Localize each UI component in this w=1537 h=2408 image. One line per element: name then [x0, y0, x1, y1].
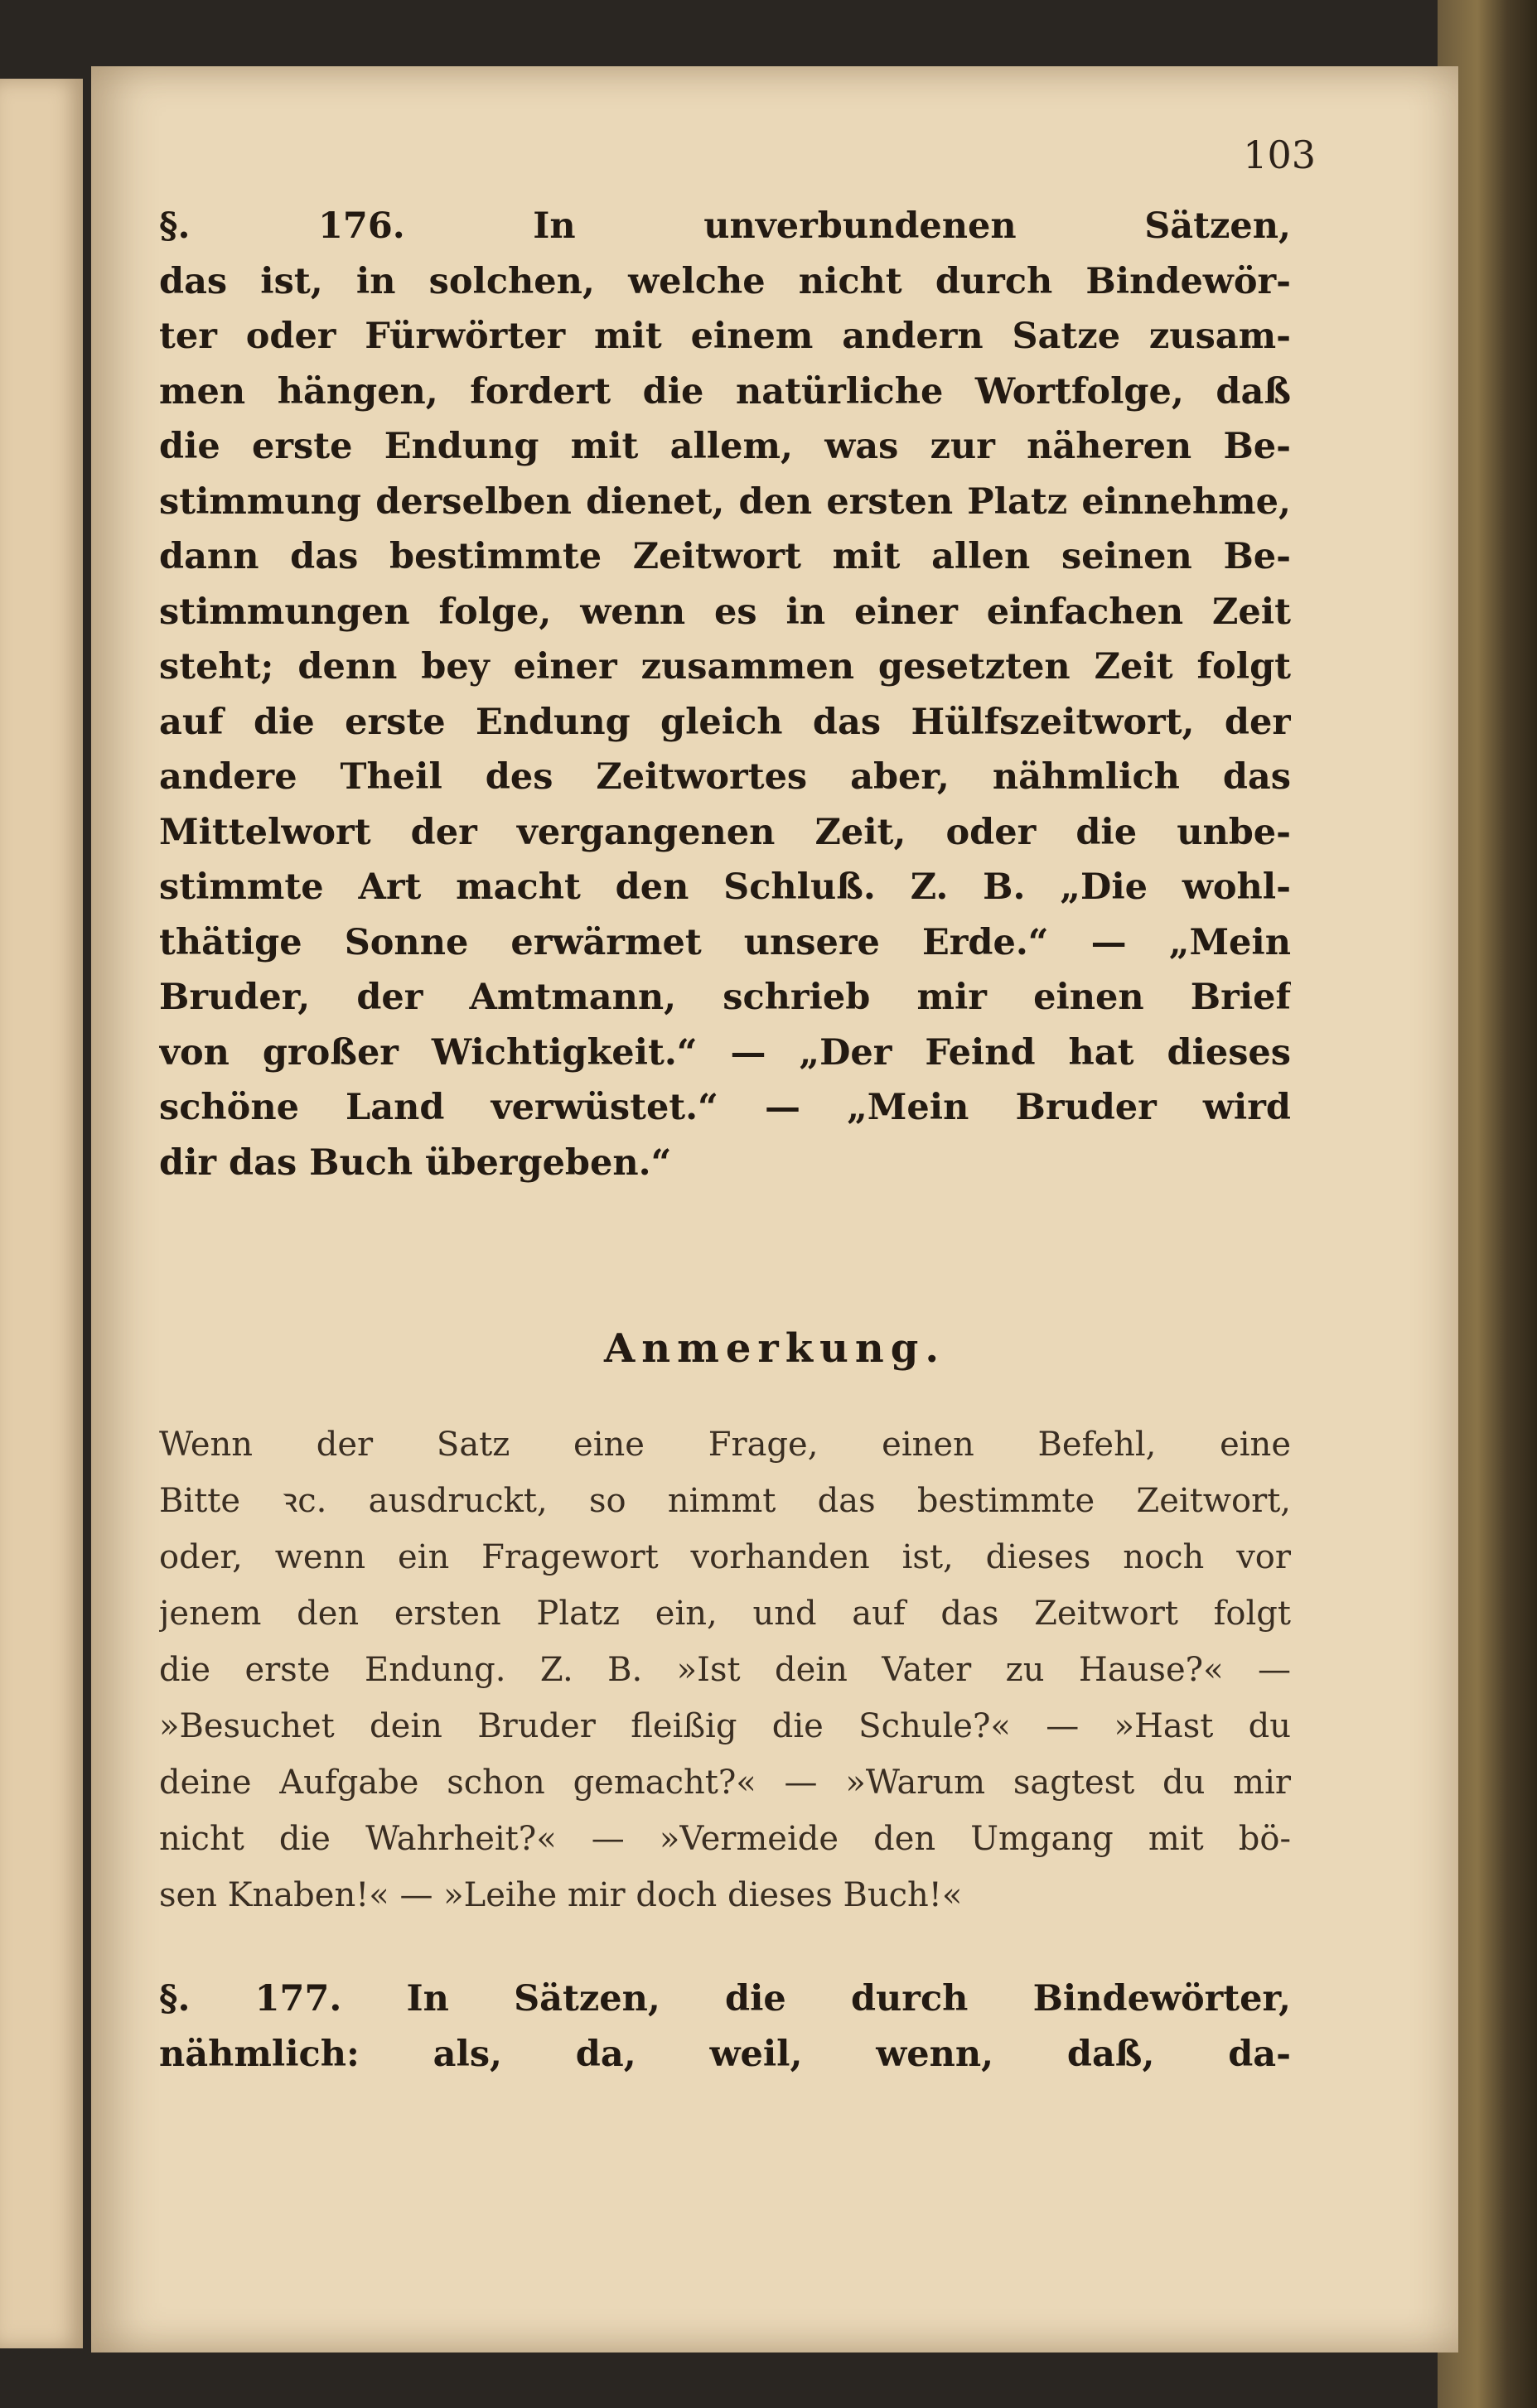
text-line: schöne Land verwüstet.“ — „Mein Bruder wird — [159, 1087, 1291, 1128]
note-line: die erste Endung. Z. B. »Ist dein Vater zu Hause?« — — [159, 1651, 1291, 1689]
text-line: ter oder Fürwörter mit einem andern Satze zusam- — [159, 316, 1291, 357]
text-line: die erste Endung mit allem, was zur näheren Be- — [159, 426, 1291, 467]
text-line: von großer Wichtigkeit.“ — „Der Feind hat dieses — [159, 1031, 1291, 1074]
note-line: deine Aufgabe schon gemacht?« — »Warum sagtest du mir — [159, 1764, 1291, 1802]
note-body — [159, 1416, 1291, 1923]
section-177 — [159, 1971, 1291, 2082]
note-heading: Anmerkung. — [603, 1325, 946, 1372]
note-line: oder, wenn ein Fragewort vorhanden ist, dieses noch vor — [159, 1538, 1291, 1576]
text-line: Bruder, der Amtmann, schrieb mir einen Brief — [159, 977, 1291, 1018]
text-line: thätige Sonne erwärmet unsere Erde.“ — „Mein — [159, 921, 1291, 963]
text-line: Mittelwort der vergangenen Zeit, oder die unbe- — [159, 811, 1291, 853]
text-line: dann das bestimmte Zeitwort mit allen seinen Be- — [159, 536, 1291, 577]
section-176 — [159, 199, 1291, 1190]
text-line: §. 177. In Sätzen, die durch Bindewörter, — [159, 1978, 1291, 2020]
text-line: dir das Buch übergeben.“ — [159, 1141, 672, 1184]
note-line: sen Knaben!« — »Leihe mir doch dieses Buch!« — [159, 1876, 963, 1914]
text-line: §. 176. In unverbundenen Sätzen, — [159, 205, 1291, 247]
text-line: nähmlich: als, da, weil, wenn, daß, da- — [159, 2033, 1291, 2075]
text-line: men hängen, fordert die natürliche Wortfolge, daß — [159, 370, 1291, 413]
note-line: nicht die Wahrheit?« — »Vermeide den Umgang mit bö- — [159, 1820, 1291, 1858]
page-number: 103 — [1243, 133, 1316, 177]
text-line: stimmungen folge, wenn es in einer einfachen Zeit — [159, 591, 1291, 633]
text-line: steht; denn bey einer zusammen gesetzten Zeit folgt — [159, 646, 1291, 688]
text-line: auf die erste Endung gleich das Hülfszeitwort, der — [159, 701, 1291, 743]
note-line: Bitte ꝛc. ausdruckt, so nimmt das bestimmte Zeitwort, — [159, 1482, 1291, 1520]
note-line: jenem den ersten Platz ein, und auf das Zeitwort folgt — [159, 1595, 1291, 1633]
text-line: andere Theil des Zeitwortes aber, nähmlich das — [159, 756, 1291, 798]
left-page-edge — [0, 79, 83, 2348]
note-line: Wenn der Satz eine Frage, einen Befehl, eine — [159, 1426, 1291, 1464]
text-line: das ist, in solchen, welche nicht durch Bindewör- — [159, 260, 1291, 302]
text-line: stimmung derselben dienet, den ersten Platz einnehme, — [159, 480, 1291, 523]
note-line: »Besuchet dein Bruder fleißig die Schule?« — »Hast du — [159, 1707, 1291, 1745]
text-line: stimmte Art macht den Schluß. Z. B. „Die wohl- — [159, 866, 1291, 908]
